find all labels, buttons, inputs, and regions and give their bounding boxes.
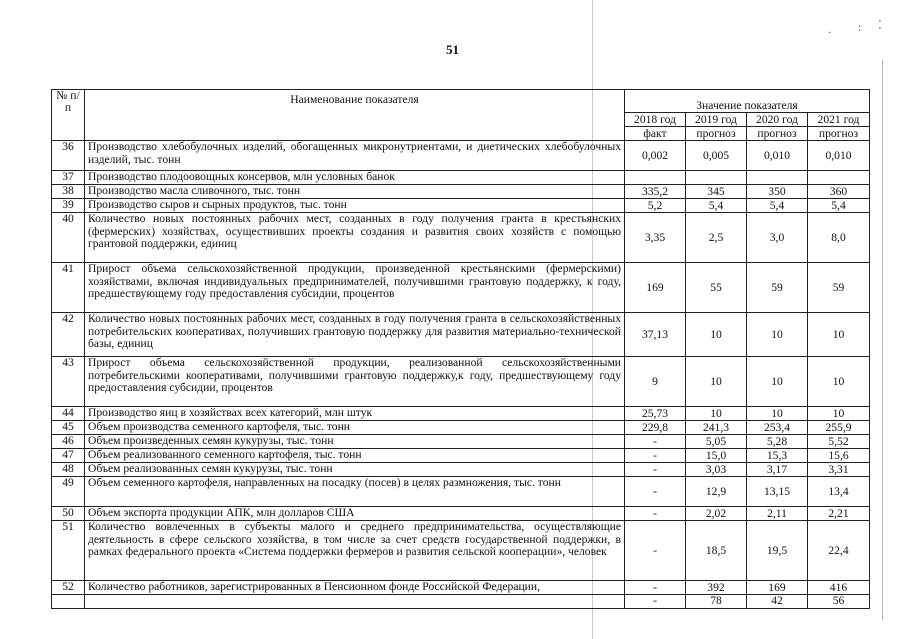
indicator-value: 15,6 <box>808 449 870 463</box>
row-number: 44 <box>52 407 85 421</box>
indicator-value: 42 <box>747 595 808 608</box>
indicator-value: 55 <box>686 263 747 313</box>
row-number: 48 <box>52 463 85 477</box>
header-year: 2021 год <box>808 113 870 127</box>
indicator-value: 19,5 <box>747 521 808 581</box>
row-number: 51 <box>52 521 85 581</box>
indicator-value: 5,28 <box>747 435 808 449</box>
row-number: 41 <box>52 263 85 313</box>
indicator-value: 13,4 <box>808 477 870 507</box>
indicator-value: 12,9 <box>686 477 747 507</box>
header-sub: прогноз <box>808 127 870 141</box>
indicator-value: 56 <box>808 595 870 608</box>
header-sub: прогноз <box>747 127 808 141</box>
indicator-value: 0,010 <box>747 141 808 171</box>
indicator-value: 18,5 <box>686 521 747 581</box>
indicator-name: Объем производства семенного картофеля, тыс. тонн <box>85 421 625 435</box>
indicator-name: Объем произведенных семян кукурузы, тыс. тонн <box>85 435 625 449</box>
row-number: 52 <box>52 581 85 595</box>
indicator-value: 241,3 <box>686 421 747 435</box>
header-name: Наименование показателя <box>85 90 625 141</box>
indicator-name: Количество вовлеченных в субъекты малого и среднего предпринимательства, осуществляющие деятельность в сфере сельского хозяйства, в том числе за счет средств государственной поддержки, в рамках федерального проекта «Система поддержки фермеров и развития сельской кооперации», человек <box>85 521 625 581</box>
indicator-value: 37,13 <box>625 313 686 357</box>
header-year: 2020 год <box>747 113 808 127</box>
indicator-value: 2,21 <box>808 507 870 521</box>
indicator-value: 10 <box>747 313 808 357</box>
scan-edge-line <box>882 60 883 620</box>
indicator-value: 345 <box>686 185 747 199</box>
table-row <box>52 263 870 313</box>
indicator-value: 10 <box>686 407 747 421</box>
table-row <box>52 477 870 507</box>
indicator-value: 10 <box>808 357 870 407</box>
indicator-name: Количество новых постоянных рабочих мест, созданных в году получения гранта в сельскохозяйственных потребительских кооперативах, получивших грантовую поддержку для развития материально-технической базы, единиц <box>85 313 625 357</box>
indicator-value <box>808 171 870 185</box>
indicator-value: 0,002 <box>625 141 686 171</box>
indicator-value: 169 <box>625 263 686 313</box>
indicator-value: 10 <box>747 357 808 407</box>
indicator-value: 10 <box>686 357 747 407</box>
indicator-name: Производство яиц в хозяйствах всех категорий, млн штук <box>85 407 625 421</box>
table-row <box>52 595 870 608</box>
table-row <box>52 421 870 435</box>
indicator-value: 15,0 <box>686 449 747 463</box>
header-num: № п/п <box>52 90 85 141</box>
table-row <box>52 521 870 581</box>
indicator-value: 360 <box>808 185 870 199</box>
table-row <box>52 313 870 357</box>
indicator-value: 10 <box>808 407 870 421</box>
indicator-value: 350 <box>747 185 808 199</box>
indicator-value: 22,4 <box>808 521 870 581</box>
indicator-name: Производство плодоовощных консервов, млн условных банок <box>85 171 625 185</box>
scan-mark: . <box>828 22 831 36</box>
row-number: 45 <box>52 421 85 435</box>
indicator-value: 13,15 <box>747 477 808 507</box>
row-number: 50 <box>52 507 85 521</box>
indicator-value: 8,0 <box>808 213 870 263</box>
indicator-value: 3,35 <box>625 213 686 263</box>
indicator-value: 0,005 <box>686 141 747 171</box>
indicator-name: Производство масла сливочного, тыс. тонн <box>85 185 625 199</box>
indicator-value: 3,0 <box>747 213 808 263</box>
table-row <box>52 141 870 171</box>
table-row <box>52 449 870 463</box>
table-row <box>52 213 870 263</box>
indicator-value: - <box>625 595 686 608</box>
indicator-value: - <box>625 463 686 477</box>
indicator-value: 59 <box>747 263 808 313</box>
header-sub: прогноз <box>686 127 747 141</box>
indicator-value: 9 <box>625 357 686 407</box>
indicator-value: 3,03 <box>686 463 747 477</box>
table-row <box>52 357 870 407</box>
header-year: 2018 год <box>625 113 686 127</box>
table-row <box>52 581 870 595</box>
scan-mark: : <box>858 20 862 34</box>
header-row <box>52 90 870 113</box>
indicator-value: 5,4 <box>808 199 870 213</box>
indicators-table <box>51 89 870 609</box>
indicator-value: 15,3 <box>747 449 808 463</box>
indicator-value <box>625 171 686 185</box>
indicator-value: 59 <box>808 263 870 313</box>
table-row <box>52 185 870 199</box>
indicator-value: 78 <box>686 595 747 608</box>
page-number: 51 <box>446 42 459 57</box>
indicator-value: 5,4 <box>747 199 808 213</box>
table-row <box>52 435 870 449</box>
indicator-value: - <box>625 477 686 507</box>
indicator-value: 10 <box>686 313 747 357</box>
header-value: Значение показателя <box>625 90 870 113</box>
indicator-value: - <box>625 435 686 449</box>
indicator-name: Объем семенного картофеля, направленных на посадку (посев) в целях размножения, тыс. тонн <box>85 477 625 507</box>
row-number: 37 <box>52 171 85 185</box>
indicator-value <box>747 171 808 185</box>
row-number: 49 <box>52 477 85 507</box>
indicator-value: 5,4 <box>686 199 747 213</box>
table-row <box>52 171 870 185</box>
table-row <box>52 199 870 213</box>
table-row <box>52 463 870 477</box>
indicator-name: Прирост объема сельскохозяйственной продукции, реализованной сельскохозяйственными потребительскими кооперативами, получившими грантовую поддержку,к году, предшествующему году предоставления субсидии, процентов <box>85 357 625 407</box>
row-number: 43 <box>52 357 85 407</box>
indicator-value: 392 <box>686 581 747 595</box>
indicator-value: - <box>625 449 686 463</box>
indicator-value: 25,73 <box>625 407 686 421</box>
indicator-value: - <box>625 521 686 581</box>
row-number: 42 <box>52 313 85 357</box>
table-row <box>52 407 870 421</box>
indicator-name <box>85 595 625 608</box>
row-number: 40 <box>52 213 85 263</box>
indicator-value: 169 <box>747 581 808 595</box>
header-sub: факт <box>625 127 686 141</box>
indicator-name: Объем реализованного семенного картофеля, тыс. тонн <box>85 449 625 463</box>
indicator-value: - <box>625 581 686 595</box>
indicator-value: 3,31 <box>808 463 870 477</box>
indicator-value: 10 <box>808 313 870 357</box>
row-number: 38 <box>52 185 85 199</box>
indicator-name: Количество новых постоянных рабочих мест, созданных в году получения гранта в крестьянских (фермерских) хозяйствах, осуществивших проекты создания и развития своих хозяйств с помощью грантовой поддержки, единиц <box>85 213 625 263</box>
indicator-value: 416 <box>808 581 870 595</box>
indicator-value: 5,52 <box>808 435 870 449</box>
indicator-value: 2,11 <box>747 507 808 521</box>
indicator-name: Количество работников, зарегистрированных в Пенсионном фонде Российской Федерации, <box>85 581 625 595</box>
scan-mark: ⁚ <box>878 18 882 32</box>
indicator-value: 0,010 <box>808 141 870 171</box>
indicator-value <box>686 171 747 185</box>
indicator-value: 2,02 <box>686 507 747 521</box>
header-year: 2019 год <box>686 113 747 127</box>
indicator-value: 3,17 <box>747 463 808 477</box>
indicator-name: Объем реализованных семян кукурузы, тыс. тонн <box>85 463 625 477</box>
indicator-name: Прирост объема сельскохозяйственной продукции, произведенной крестьянскими (фермерскими) хозяйствами, включая индивидуальных предпринимателей, получившими грантовую поддержку, к году, предшествующему году предоставления субсидии, процентов <box>85 263 625 313</box>
indicator-value: - <box>625 507 686 521</box>
indicator-value: 335,2 <box>625 185 686 199</box>
row-number: 46 <box>52 435 85 449</box>
indicator-name: Производство хлебобулочных изделий, обогащенных микронутриентами, и диетических хлебобулочных изделий, тыс. тонн <box>85 141 625 171</box>
indicator-name: Производство сыров и сырных продуктов, тыс. тонн <box>85 199 625 213</box>
indicator-value: 2,5 <box>686 213 747 263</box>
indicator-value: 10 <box>747 407 808 421</box>
row-number: 47 <box>52 449 85 463</box>
indicator-name: Объем экспорта продукции АПК, млн долларов США <box>85 507 625 521</box>
indicator-value: 229,8 <box>625 421 686 435</box>
table-row <box>52 507 870 521</box>
indicator-value: 5,05 <box>686 435 747 449</box>
indicator-value: 253,4 <box>747 421 808 435</box>
indicator-value: 255,9 <box>808 421 870 435</box>
row-number <box>52 595 85 608</box>
row-number: 36 <box>52 141 85 171</box>
indicator-value: 5,2 <box>625 199 686 213</box>
row-number: 39 <box>52 199 85 213</box>
